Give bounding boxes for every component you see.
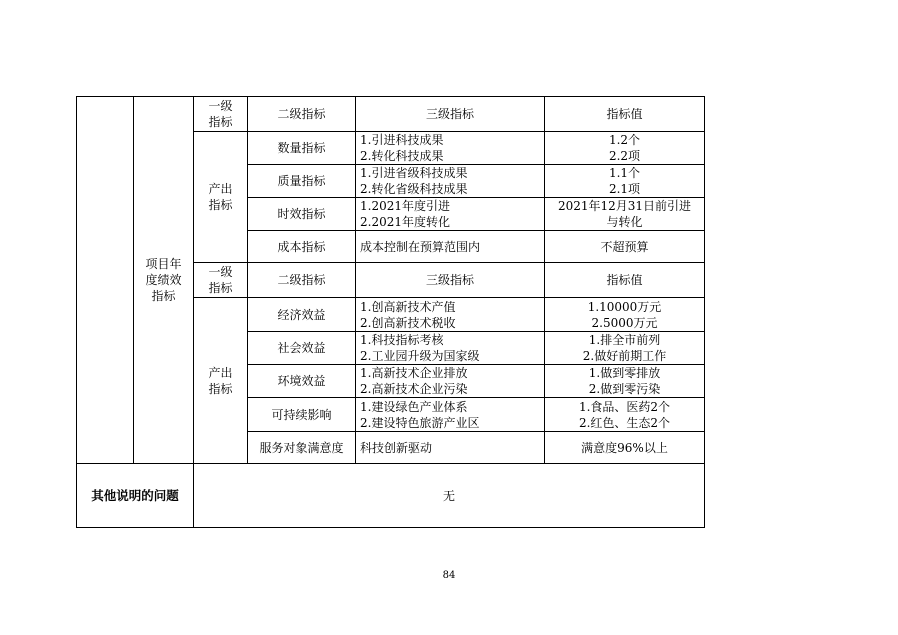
effect-indicator-label: 产出指标 <box>194 298 248 464</box>
value-cell: 1.做到零排放 2.做到零污染 <box>545 365 705 398</box>
level2-header: 二级指标 <box>248 263 356 298</box>
level3-header: 三级指标 <box>356 97 545 132</box>
value-header: 指标值 <box>545 263 705 298</box>
level3-cell: 1.建设绿色产业体系 2.建设特色旅游产业区 <box>356 398 545 432</box>
value-header: 指标值 <box>545 97 705 132</box>
level2-cell: 经济效益 <box>248 298 356 332</box>
level2-cell: 质量指标 <box>248 165 356 198</box>
level3-cell: 1.科技指标考核 2.工业园升级为国家级 <box>356 332 545 365</box>
level3-header: 三级指标 <box>356 263 545 298</box>
level2-cell: 服务对象满意度 <box>248 432 356 464</box>
level3-cell: 1.高新技术企业排放 2.高新技术企业污染 <box>356 365 545 398</box>
value-cell: 2021年12月31日前引进 与转化 <box>545 198 705 231</box>
level1-header: 一级指标 <box>194 263 248 298</box>
performance-indicator-table <box>76 96 705 528</box>
other-notes-label: 其他说明的问题 <box>77 464 194 528</box>
level2-cell: 时效指标 <box>248 198 356 231</box>
level3-cell: 1.创高新技术产值 2.创高新技术税收 <box>356 298 545 332</box>
level3-cell: 1.2021年度引进 2.2021年度转化 <box>356 198 545 231</box>
level2-cell: 数量指标 <box>248 132 356 165</box>
page-number: 84 <box>442 570 456 581</box>
level2-cell: 成本指标 <box>248 231 356 263</box>
left-blank-cell <box>77 97 134 464</box>
value-cell: 满意度96%以上 <box>545 432 705 464</box>
value-cell: 1.10000万元 2.5000万元 <box>545 298 705 332</box>
value-cell: 1.1个 2.1项 <box>545 165 705 198</box>
value-cell: 1.2个 2.2项 <box>545 132 705 165</box>
value-cell: 1.排全市前列 2.做好前期工作 <box>545 332 705 365</box>
output-indicator-label: 产出指标 <box>194 132 248 263</box>
project-indicator-label: 项目年度绩效指标 <box>134 97 194 464</box>
value-cell: 不超预算 <box>545 231 705 263</box>
level2-header: 二级指标 <box>248 97 356 132</box>
level2-cell: 社会效益 <box>248 332 356 365</box>
value-cell: 1.食品、医药2个 2.红色、生态2个 <box>545 398 705 432</box>
other-notes-row <box>77 464 705 528</box>
level3-cell: 1.引进省级科技成果 2.转化省级科技成果 <box>356 165 545 198</box>
level3-cell: 科技创新驱动 <box>356 432 545 464</box>
other-notes-value: 无 <box>194 464 705 528</box>
level2-cell: 环境效益 <box>248 365 356 398</box>
level2-cell: 可持续影响 <box>248 398 356 432</box>
level3-cell: 1.引进科技成果 2.转化科技成果 <box>356 132 545 165</box>
level3-cell: 成本控制在预算范围内 <box>356 231 545 263</box>
level1-header: 一级指标 <box>194 97 248 132</box>
